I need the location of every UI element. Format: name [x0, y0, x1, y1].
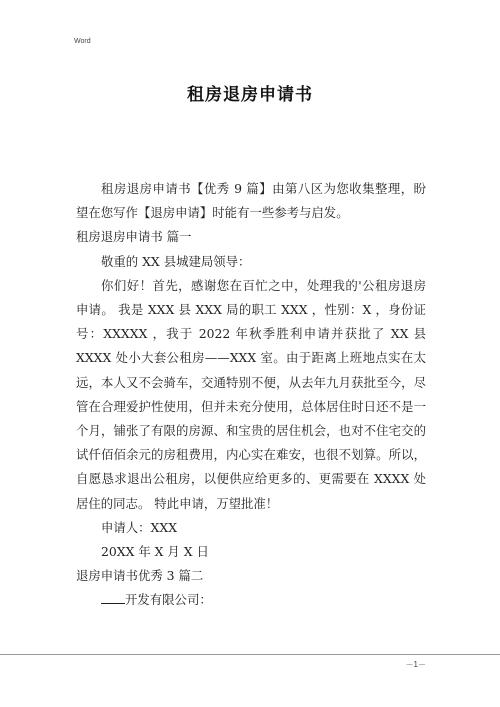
intro-paragraph: 租房退房申请书【优秀 9 篇】由第八区为您收集整理，盼望在您写作【退房申请】时能有一些参考与启发。: [76, 181, 426, 221]
header-app-label: Word: [74, 38, 91, 45]
page-number: －1－: [405, 660, 426, 669]
date-line: 20XX 年 X 月 X 日: [101, 544, 209, 560]
footer-divider: [0, 654, 500, 655]
document-title: 租房退房申请书: [187, 85, 313, 105]
fill-in-blank: [101, 592, 125, 604]
document-body: [76, 177, 426, 613]
salutation: 敬重的 XX 县城建局领导：: [101, 253, 251, 269]
signer-line: 申请人：XXX: [101, 519, 178, 535]
recipient-suffix: 开发有限公司：: [125, 592, 212, 608]
section1-heading: 租房退房申请书 篇一: [76, 229, 192, 245]
recipient-line: [76, 588, 426, 612]
body-paragraph: 你们好！首先，感谢您在百忙之中，处理我的'公租房退房申请。 我是 XXX 县 XXX 局的职工 XXX ，性别：X ，身份证号：XXXXX ，我于 2022 年秋季胜利申请并获批了 XX 县 XXXX 处小大套公租房——XXX 室。由于距离上班地点实在太远，本人又不会骑车，交通特别不便，从去年九月获批至今，尽管在合理爱护性使用，但并未充分使用，总体居住时日还不是一个月，铺张了有限的房源、和宝贵的居住机会，也对不住宅交的试仟佰佰余元的房租费用，内心实在难安，也很不划算。所以，自愿恳求退出公租房，以便供应给更多的、更需要在 XXXX 处居住的同志。 特此申请，万望批准！: [76, 277, 426, 511]
section2-heading: 退房申请书优秀 3 篇二: [76, 568, 204, 584]
